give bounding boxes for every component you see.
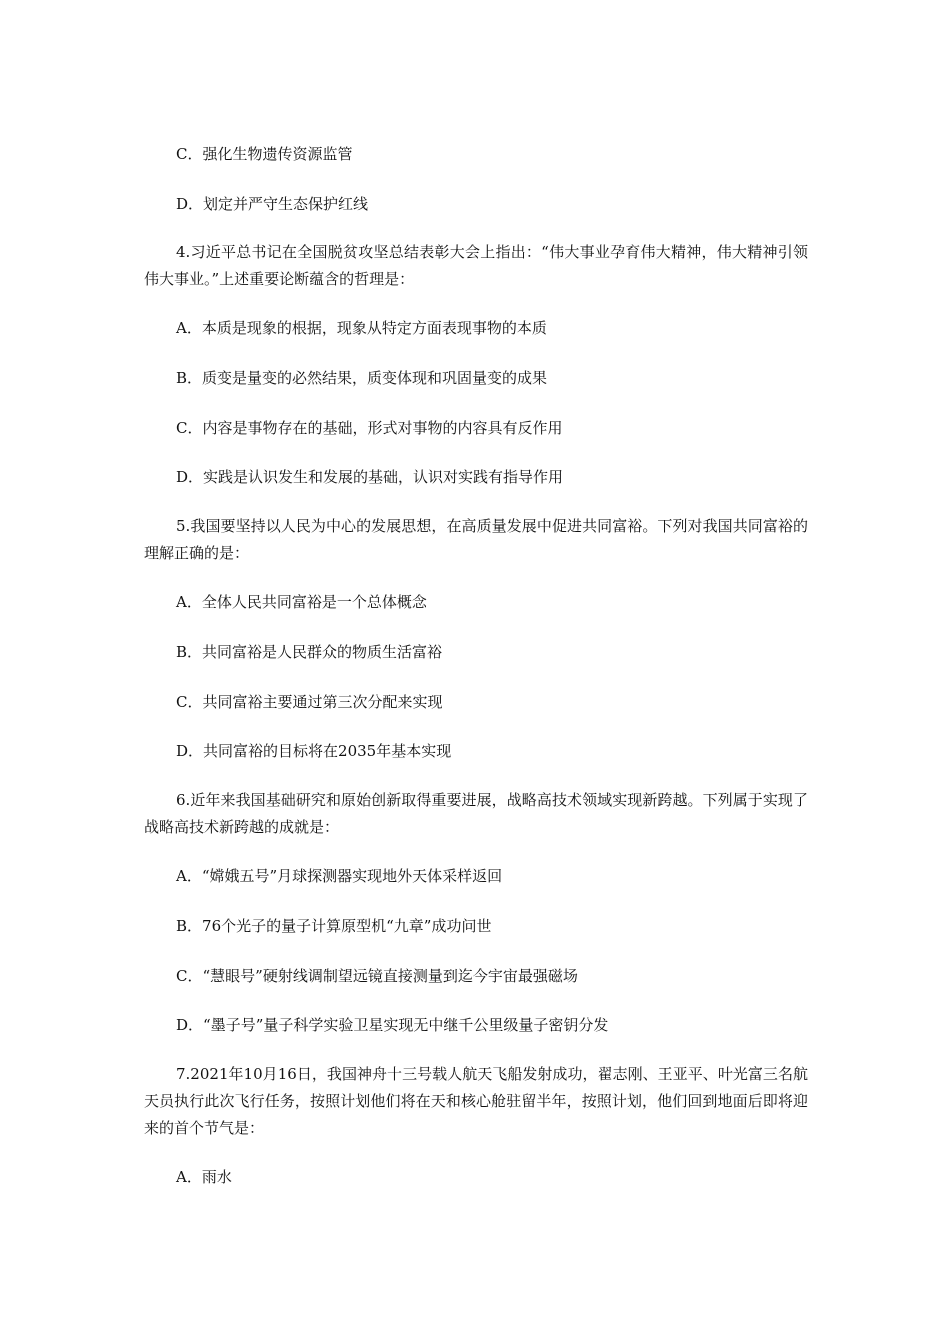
q5-option-c: C．共同富裕主要通过第三次分配来实现: [176, 693, 443, 711]
q4-option-b: B．质变是量变的必然结果，质变体现和巩固量变的成果: [176, 369, 548, 387]
q7-option-a: A．雨水: [176, 1168, 232, 1186]
q3-option-c: C．强化生物遗传资源监管: [176, 145, 353, 163]
q6-option-b: B．76个光子的量子计算原型机“九章”成功问世: [176, 917, 492, 935]
q5-option-d: D．共同富裕的目标将在2035年基本实现: [176, 742, 452, 760]
q5-option-b: B．共同富裕是人民群众的物质生活富裕: [176, 643, 443, 661]
q6-option-a: A．“嫦娥五号”月球探测器实现地外天体采样返回: [176, 867, 503, 885]
q6-option-c: C．“慧眼号”硬射线调制望远镜直接测量到迄今宇宙最强磁场: [176, 967, 578, 985]
question-4: 4.习近平总书记在全国脱贫攻坚总结表彰大会上指出：“伟大事业孕育伟大精神，伟大精神引领伟大事业。”上述重要论断蕴含的哲理是：: [144, 243, 808, 288]
q4-option-d: D．实践是认识发生和发展的基础，认识对实践有指导作用: [176, 468, 564, 486]
question-7: 7.2021年10月16日，我国神舟十三号载人航天飞船发射成功，翟志刚、王亚平、叶光富三名航天员执行此次飞行任务，按照计划他们将在天和核心舱驻留半年，按照计划，他们回到地面后即将迎来的首个节气是：: [144, 1065, 808, 1137]
q3-option-d: D．划定并严守生态保护红线: [176, 195, 369, 213]
q6-option-d: D．“墨子号”量子科学实验卫星实现无中继千公里级量子密钥分发: [176, 1016, 609, 1034]
question-5: 5.我国要坚持以人民为中心的发展思想，在高质量发展中促进共同富裕。下列对我国共同富裕的理解正确的是：: [144, 517, 808, 562]
q4-option-c: C．内容是事物存在的基础，形式对事物的内容具有反作用: [176, 419, 563, 437]
q5-option-a: A．全体人民共同富裕是一个总体概念: [176, 593, 427, 611]
q4-option-a: A．本质是现象的根据，现象从特定方面表现事物的本质: [176, 319, 547, 337]
question-6: 6.近年来我国基础研究和原始创新取得重要进展，战略高技术领域实现新跨越。下列属于实现了战略高技术新跨越的成就是：: [144, 791, 808, 836]
